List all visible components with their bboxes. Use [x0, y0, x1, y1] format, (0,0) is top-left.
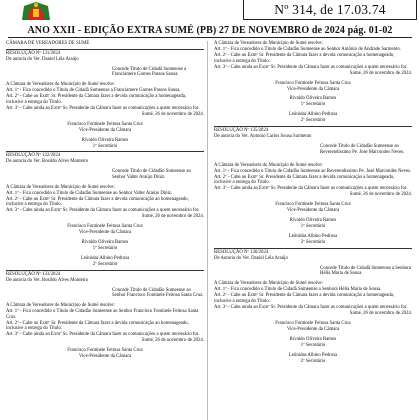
signatory-role: Vice-Presidente da Câmara [286, 208, 340, 214]
article-2: Art. 2º - Cabe ao Exmº Sr. Presidente da Câmara fazer a devida comunicação ao homenageado, inclusive a entrega do Título. [6, 320, 189, 332]
signatory-role: 2º Secretário [92, 262, 118, 268]
divider [214, 126, 412, 127]
resolution-summary: Concede Título de Cidadã Sumeense a Franciamere Gomes Passos Sousa. [112, 66, 187, 78]
column-divider [207, 41, 208, 420]
signatory-name: Rivaldo Oliveira Ramos [81, 137, 129, 143]
article-1: Art. 1º - Fica concedido o Título de Cidadã Sumeense a Franciamere Gomes Passos Sousa. [6, 88, 181, 94]
signatory-name: Francisco Fontinele Feitosa Santa Cruz [275, 320, 351, 326]
resolution-intro: A Câmara de Vereadores do Município de Sumé resolve: [214, 41, 323, 46]
resolution-date: Sumé, 26 de novembro de 2024. [349, 310, 412, 316]
resolution-date: Sumé, 26 de novembro de 2024. [141, 111, 204, 117]
article-1: Art. 1º - Fica concedido o Título de Cidadão Sumeense ao Reverendíssimo Pe. José Marcondes Neves. [214, 168, 412, 174]
article-2: Art. 2º - Cabe ao Exmº Sr. Presidente da Câmara fazer a devida comunicação a homenageada, inclusive a entrega do Título. [214, 293, 395, 304]
signatory-name: Leônidas Albino Pedrosa [80, 256, 130, 262]
resolution-author: De autoria do Ver. Antonio Carlos Sousa Sarmento [214, 134, 312, 140]
article-1: Art. 1º - Fica concedido o Título de Cidadão Sumeense ao Senhor Valter Araújo Diniz. [6, 190, 173, 196]
resolution-title: RESOLUÇÃO Nº 135/2024 [214, 128, 269, 134]
resolution-title: RESOLUÇÃO Nº 133/2024 [6, 271, 61, 277]
article-1: Art. 1º - Fica concedido o Título de Cidadã Sumeense a Senhora Hélia Maria de Sousa. [214, 287, 382, 293]
signatory-role: 2º Secretário [300, 358, 326, 364]
resolution-title: RESOLUÇÃO Nº 131/2024 [6, 50, 61, 56]
signatory-name: Rivaldo Oliveira Ramos [289, 96, 337, 102]
signatory-role: Vice-Presidente da Câmara [78, 230, 132, 236]
signatory-name: Rivaldo Oliveira Ramos [81, 240, 129, 246]
resolution-summary: Concede Título de Cidadão Sumeense ao Senhor Valter Araújo Diniz. [112, 169, 191, 180]
municipal-crest-icon [18, 0, 54, 20]
resolution-title: RESOLUÇÃO Nº 132/2024 [6, 153, 61, 159]
signatory-name: Rivaldo Oliveira Ramos [289, 336, 337, 342]
signatory-role: Vice-Presidente da Câmara [78, 127, 132, 133]
signatory-name: Rivaldo Oliveira Ramos [289, 218, 337, 224]
signatory-role: Vice-Presidente da Câmara [78, 354, 132, 360]
signatory-name: Francisco Fontinele Feitosa Santa Cruz [275, 202, 351, 208]
signatory-name: Francisco Fontinele Feitosa Santa Cruz [67, 224, 143, 230]
article-2: Art. 2º - Cabe ao Exmº Sr. Presidente da Câmara fazer a devida comunicação a homenageado, inclusive a entrega do Título. [214, 52, 395, 64]
edition-number: Nº 314, de 17.03.74 [243, 0, 417, 20]
signatory-name: Francisco Fontinele Feitosa Santa Cruz [275, 80, 351, 86]
signatory-role: 1º Secretário [300, 224, 326, 230]
right-column [214, 41, 412, 365]
signatory-role: Vice-Presidente da Câmara [286, 86, 340, 92]
resolution-author: De autoria do Ver. Bosildo Alves Monteiro [6, 159, 89, 165]
resolution-date: Sumé, 26 de novembro de 2024. [349, 192, 412, 198]
divider [214, 248, 412, 249]
article-1: Art. 1º - Fica concedido o Título de Cidadão Sumeense ao Senhor Antônio de Andrade Sarmento. [214, 46, 401, 52]
signatory-role: 2º Secretário [300, 118, 326, 124]
divider [6, 270, 204, 271]
chamber-header: CÂMARA DE VEREADORES DE SUMÉ [6, 41, 90, 46]
signatory-role: 1º Secretário [300, 342, 326, 348]
signatory-name: Francisco Fontinele Feitosa Santa Cruz [67, 121, 143, 127]
resolution-date: Sumé, 26 de novembro de 2024. [349, 70, 412, 76]
article-2: Art. 2º - Cabe ao Exmº Sr. Presidente da Câmara fazer a devida comunicação a homenageado, inclusive a entrega do Título. [214, 174, 395, 186]
resolution-intro: A Câmara de Vereadores do Município de Sumé resolve: [214, 281, 323, 287]
resolution-author: De Autoria do Ver. Daniel Léla Araújo [214, 255, 288, 261]
resolution-author: De autoria do Ver. Bosildo Alves Monteiro [6, 277, 89, 283]
article-1: Art. 1º - Fica concedido o Título de Cidadão Sumeense ao Senhor Francisco Fontinele Feitosa Santa Cruz. [6, 309, 199, 320]
signatory-role: 1º Secretário [300, 102, 326, 108]
resolution-intro: A Câmara de Vereadores do Município de Sumé resolve: [6, 184, 115, 190]
resolution-intro: A Câmara de Vereadores do Município de Sumé resolve: [214, 162, 323, 168]
article-2: Art. 2º - Cabe ao Exmº Sr. Presidente da Câmara fazer a devida comunicação ao homenageado, inclusive a entrega do Título. [6, 196, 189, 208]
resolution-summary: Concede Título de Cidadão Sumeense ao Reverendíssimo Pe. José Marcondes Neves. [320, 144, 405, 155]
article-3: Art. 3º - Cabe ainda ao Exmº Sr. Presidente da Câmara fazer as comunicações a quem necessário for. [6, 208, 200, 214]
edition-headband: ANO XXII - EDIÇÃO EXTRA SUMÉ (PB) 27 DE NOVEMBRO de 2024 pág. 01-02 [8, 25, 412, 38]
divider [6, 49, 204, 50]
signatory-role: 2º Secretário [300, 240, 326, 246]
resolution-date: Sumé, 26 de novembro de 2024. [141, 214, 204, 220]
signatory-name: Francisco Fontinele Feitosa Santa Cruz [67, 348, 143, 354]
resolution-summary: Concede Título de Cidadão Sumeense ao Senhor Francisco Fontinele Feitosa Santa Cruz. [112, 287, 204, 299]
article-3: Art. 3º - Cabe ainda ao Exmº Sr. Presidente da Câmara fazer as comunicações a quem necessário for. [214, 64, 408, 70]
article-3: Art. 3º - Cabe ainda ao Exmº Sr. Presidente da Câmara fazer as comunicações a quem necessário for. [214, 304, 408, 310]
signatory-name: Leônidas Albino Pedrosa [288, 352, 338, 358]
resolution-author: De autoria do Ver. Daniel Léla Araújo [6, 56, 79, 62]
resolution-intro: A Câmara de Vereadores do Município de Sumé resolve: [6, 303, 115, 309]
resolution-title: RESOLUÇÃO Nº 136/2024 [214, 249, 269, 255]
resolution-date: Sumé, 26 de novembro de 2024. [141, 338, 204, 344]
signatory-role: 1º Secretário [92, 246, 118, 252]
left-column [6, 41, 204, 360]
signatory-role: 1º Secretário [92, 143, 118, 149]
article-3: Art. 3º - Cabe ainda ao Exmº Sr. Presidente da Câmara fazer as comunicações a quem necessário for. [6, 105, 200, 111]
signatory-name: Leônidas Albino Pedrosa [288, 112, 338, 118]
article-3: Art. 3º - Cabe ainda ao Exmº Sr. Presidente da Câmara fazer as comunicações a quem necessário for. [214, 186, 408, 192]
signatory-name: Leônidas Albino Pedrosa [288, 234, 338, 240]
article-3: Art. 3º - Cabe ainda ao Exmº Sr. Presidente da Câmara fazer as comunicações a quem necessário for. [6, 332, 200, 338]
signatory-role: Vice-Presidente da Câmara [286, 326, 340, 332]
article-2: Art. 2º - Cabe ao Exmº Sr. Presidente da Câmara fazer a devida comunicação a homenageada, inclusive a entrega do Título. [6, 94, 187, 105]
resolution-intro: A Câmara de Vereadores do Município de Sumé resolve: [6, 82, 115, 88]
resolution-summary: Concede Título de Cidadã Sumeense a Senhora Hélia Maria de Sousa [320, 265, 412, 277]
